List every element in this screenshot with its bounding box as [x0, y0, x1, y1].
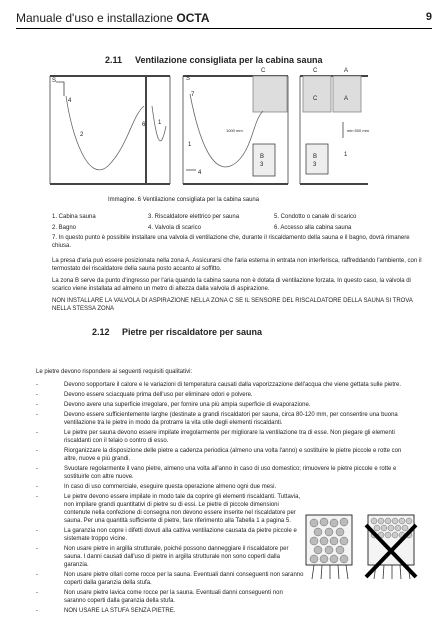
incorrect-stone-stacking-image [362, 513, 420, 583]
label-3a: 3 [260, 162, 264, 168]
label-a2: A [344, 96, 349, 102]
section-title: Ventilazione consigliata per la cabina sauna [135, 55, 323, 65]
label-4b: 4 [198, 170, 202, 176]
brand-name: OCTA [176, 11, 210, 25]
section-title: Pietre per riscaldatore per sauna [122, 327, 263, 337]
list-item: - In caso di uso commerciale, eseguire questa operazione almeno ogni due mesi. [36, 483, 416, 491]
list-item: - Svuotare regolarmente il vano pietre, almeno una volta all'anno in caso di uso domestico; rimuovere le pietre piccole e rotte e sostituirle con altre nuove. [36, 465, 416, 481]
figure-legend [52, 212, 422, 252]
legend-item: 4. Valvola di scarico [148, 225, 201, 231]
label-s1: S [52, 78, 57, 84]
list-item: - Riorganizzare la disposizione delle pietre a cadenza periodica (almeno una volta l'anno) e sostituire le pietre piccole e rotte con altre, nuove e più grandi. [36, 447, 416, 463]
list-item: - Non usare pietre lavica come rocce per la sauna. Eventuali danni conseguenti non saranno coperti dalla garanzia della stufa. [36, 589, 304, 605]
label-c2: C [313, 68, 318, 74]
label-1000mm: 1000 mm [226, 128, 243, 133]
legend-item: 5. Condotto o canale di scarico [274, 214, 357, 220]
list-item: - Le pietre devono essere impilate in modo tale da coprire gli elementi riscaldanti. Tuttavia, non impilare grandi quantitativi di pietre su di essi. Le pietre di piccole dimensioni contenute nella confezione di consegna non devono essere inserite nel riscaldatore per sauna. Per una quantità sufficiente di pietre, fare riferimento alla Tabella 1 a pagina 5. [36, 493, 304, 525]
list-item: - Le pietre per sauna devono essere impilate irregolarmente per migliorare la ventilazione tra di esse. Non piegare gli elementi riscaldanti con il telaio o contro di esso. [36, 429, 416, 445]
stones-intro: Le pietre devono rispondere ai seguenti requisiti qualitativi: [36, 369, 193, 375]
label-min-500mm: min 500 mm [347, 128, 370, 133]
list-item: - Devono essere sufficientemente larghe (destinate a grandi riscaldatori per sauna, circa 80-120 mm, per consentire una buona ventilazione tra le pietre in modo da protrarre la vita utile degli elementi riscaldanti. [36, 411, 416, 427]
section-heading-ventilation [105, 55, 323, 65]
legend-item: 1. Cabina sauna [52, 214, 96, 220]
page-header [16, 8, 432, 29]
section-number: 2.12 [92, 327, 110, 337]
correct-stone-stacking-image [300, 513, 358, 583]
section-number: 2.11 [105, 55, 123, 65]
label-6: 6 [142, 122, 146, 128]
label-2: 2 [80, 132, 84, 138]
paragraph-warning: NON INSTALLARE LA VALVOLA DI ASPIRAZIONE NELLA ZONA C SE IL SENSORE DEL RISCALDATORE DELLA SAUNA SI TROVA NELLA STESSA ZONA [52, 298, 413, 312]
label-c1: C [261, 68, 266, 74]
list-item: - Non usare pietre in argilla strutturale, poiché possono danneggiare il riscaldatore per sauna. I danni causati dall'uso di pietre in argilla strutturale non sono coperti dalla garanzia. [36, 545, 304, 569]
label-1b: 1 [188, 142, 192, 148]
page-number: 9 [425, 11, 432, 23]
label-a1: A [344, 68, 349, 74]
legend-item: 6. Accesso alla cabina sauna [274, 225, 352, 231]
list-item: - Devono sopportare il calore e le variazioni di temperatura causati dalla vaporizzazione dell'acqua che viene gettata sulle pietre. [36, 381, 416, 389]
label-1c: 1 [344, 152, 348, 158]
label-b2: B [313, 154, 318, 160]
label-3b: 3 [313, 162, 317, 168]
list-item: - NON USARE LA STUFA SENZA PIETRE. [36, 607, 304, 615]
label-7: 7 [191, 92, 195, 98]
paragraph-zone-b: La zona B serve da punto d'ingresso per l'aria quando la cabina sauna non è dotata di ventilazione forzata. In questo caso, la valvola di scarico viene installata ad almeno un metro di altezza dalla valvola di aspirazione. [52, 278, 411, 292]
label-s2: S [186, 76, 191, 82]
section-heading-stones [92, 327, 262, 337]
stone-requirements-list [36, 381, 416, 615]
manual-title: Manuale d'uso e installazione OCTA [16, 11, 210, 25]
label-4a: 4 [68, 98, 72, 104]
legend-item: 7. In questo punto è possibile installare una valvola di ventilazione che, durante il riscaldamento della sauna e il bagno, dovrà rimanere chiusa. [52, 235, 410, 249]
list-item: - Devono essere sciacquate prima dell'uso per eliminare odori e polvere. [36, 391, 416, 399]
ventilation-diagram [48, 66, 388, 194]
paragraph-zone-a: La presa d'aria può essere posizionata nella zona A. Assicurarsi che l'aria esterna in entrata non interferisca, raffreddando l'ambiente, con il termostato del riscaldatore della sauna posto accanto al soffitto. [52, 258, 422, 272]
list-item: - Non usare pietre ollari come rocce per la sauna. Eventuali danni conseguenti non saranno coperti dalla garanzia della stufa. [36, 571, 304, 587]
legend-item: 2. Bagno [52, 225, 77, 231]
list-item: - Devono avere una superficie irregolare, per fornire una più ampia superficie di evaporazione. [36, 401, 416, 409]
list-item: - La garanzia non copre i difetti dovuti alla cattiva ventilazione causata da pietre piccole e sistemate troppo vicine. [36, 527, 304, 543]
label-c3: C [313, 96, 318, 102]
label-1a: 1 [158, 120, 162, 126]
legend-item: 3. Riscaldatore elettrico per sauna [148, 214, 240, 220]
label-b1: B [260, 154, 265, 160]
figure-caption: Immagine. 6 Ventilazione consigliata per la cabina sauna [108, 197, 260, 203]
